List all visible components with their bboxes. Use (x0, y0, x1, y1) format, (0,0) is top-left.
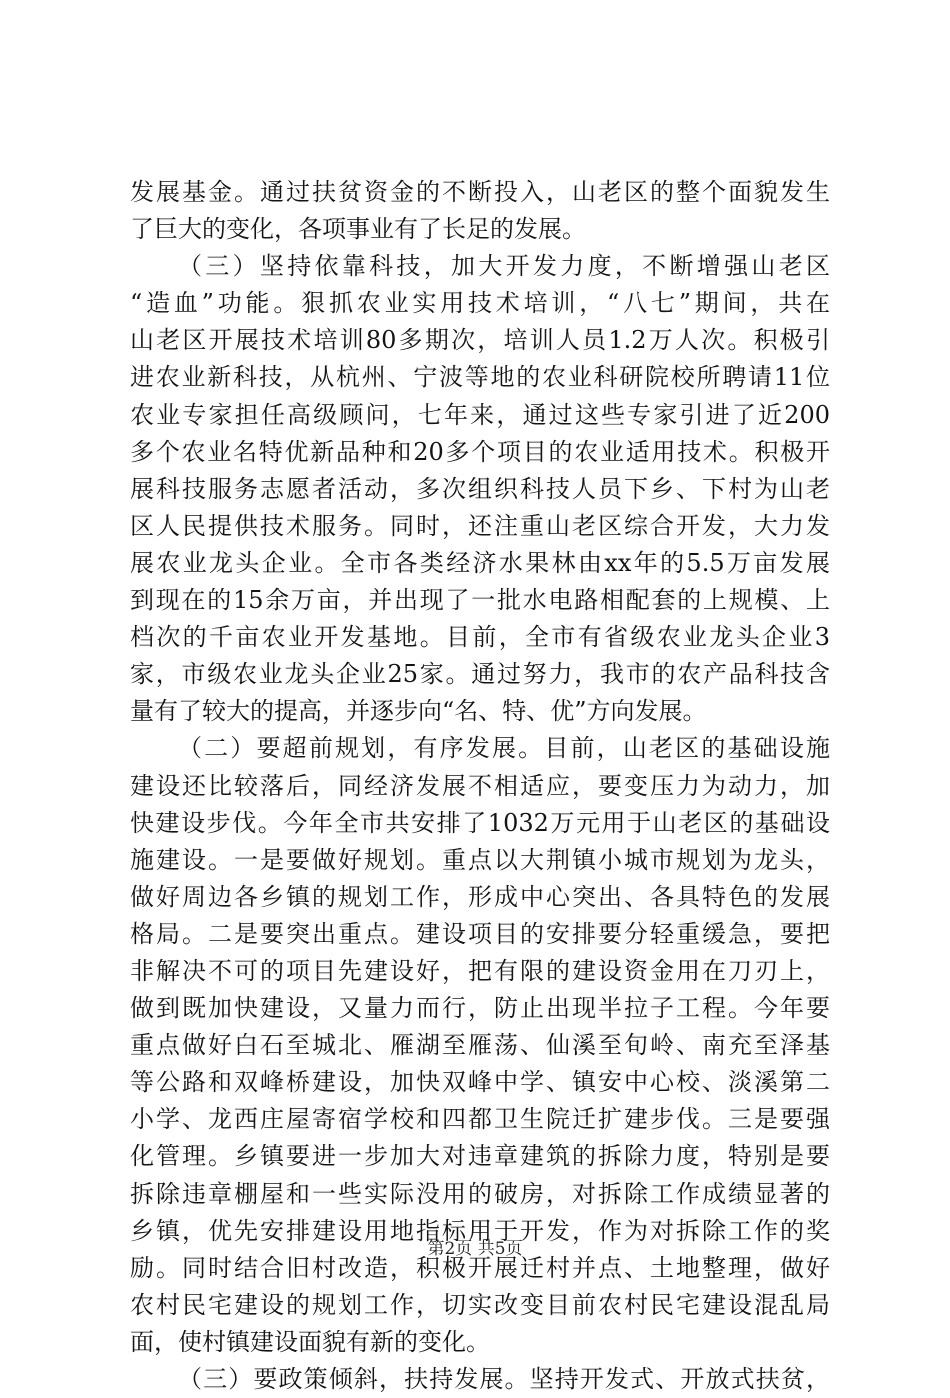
text-line: 快建设步伐。今年全市共安排了1032万元用于山老区的基础设 (130, 808, 830, 837)
text-line: 施建设。一是要做好规划。重点以大荆镇小城市规划为龙头， (130, 845, 830, 874)
text-line: 格局。二是要突出重点。建设项目的安排要分轻重缓急，要把 (130, 919, 830, 948)
text-line: 做到既加快建设，又量力而行，防止出现半拉子工程。今年要 (130, 994, 830, 1023)
text-line: 发展基金。通过扶贫资金的不断投入，山老区的整个面貌发生 (130, 178, 830, 206)
text-line: 到现在的15余万亩，并出现了一批水电路相配套的上规模、上 (130, 586, 830, 615)
text-line: 多个农业名特优新品种和20多个项目的农业适用技术。积极开 (130, 437, 830, 466)
text-line: 乡镇，优先安排建设用地指标用于开发，作为对拆除工作的奖 (130, 1216, 830, 1245)
paragraph-start-line: （二）要超前规划，有序发展。目前，山老区的基础设施 (178, 734, 830, 763)
text-line: 建设还比较落后，同经济发展不相适应，要变压力为动力，加 (130, 771, 830, 800)
text-line: 档次的千亩农业开发基地。目前，全市有省级农业龙头企业3 (130, 623, 830, 652)
text-line: 等公路和双峰桥建设，加快双峰中学、镇安中心校、淡溪第二 (130, 1068, 830, 1097)
text-line: 小学、龙西庄屋寄宿学校和四都卫生院迁扩建步伐。三是要强 (130, 1105, 830, 1134)
text-line: 展农业龙头企业。全市各类经济水果林由xx年的5.5万亩发展 (130, 548, 830, 577)
text-line: 农村民宅建设的规划工作，切实改变目前农村民宅建设混乱局 (130, 1290, 830, 1319)
text-line: 农业专家担任高级顾问，七年来，通过这些专家引进了近200 (130, 400, 830, 429)
page-number-footer: 第2页 共5页 (427, 1239, 523, 1259)
paragraph-start-line: （三）坚持依靠科技，加大开发力度，不断增强山老区 (178, 252, 830, 281)
text-line: 展科技服务志愿者活动，多次组织科技人员下乡、下村为山老 (130, 474, 830, 503)
text-line: 化管理。乡镇要进一步加大对违章建筑的拆除力度，特别是要 (130, 1142, 830, 1171)
paragraph-start-line: （三）要政策倾斜，扶持发展。坚持开发式、开放式扶贫， (178, 1365, 830, 1393)
text-line: 山老区开展技术培训80多期次，培训人员1.2万人次。积极引 (130, 326, 830, 355)
text-line: “造血”功能。狠抓农业实用技术培训，“八七”期间，共在 (130, 289, 830, 318)
text-line: 拆除违章棚屋和一些实际没用的破房，对拆除工作成绩显著的 (130, 1179, 830, 1208)
text-line: 面，使村镇建设面貌有新的变化。 (130, 1327, 490, 1356)
text-line: 做好周边各乡镇的规划工作，形成中心突出、各具特色的发展 (130, 882, 830, 911)
text-line: 励。同时结合旧村改造，积极开展迁村并点、土地整理，做好 (130, 1253, 830, 1282)
text-line: 区人民提供技术服务。同时，还注重山老区综合开发，大力发 (130, 511, 830, 540)
text-line: 家，市级农业龙头企业25家。通过努力，我市的农产品科技含 (130, 660, 830, 689)
text-line: 非解决不可的项目先建设好，把有限的建设资金用在刀刃上， (130, 956, 830, 985)
text-line: 重点做好白石至城北、雁湖至雁荡、仙溪至旬岭、南充至泽基 (130, 1031, 830, 1060)
text-line: 了巨大的变化，各项事业有了长足的发展。 (130, 215, 586, 244)
text-line: 量有了较大的提高，并逐步向“名、特、优”方向发展。 (130, 697, 707, 726)
text-line: 进农业新科技，从杭州、宁波等地的农业科研院校所聘请11位 (130, 363, 830, 392)
document-body (130, 174, 830, 1398)
